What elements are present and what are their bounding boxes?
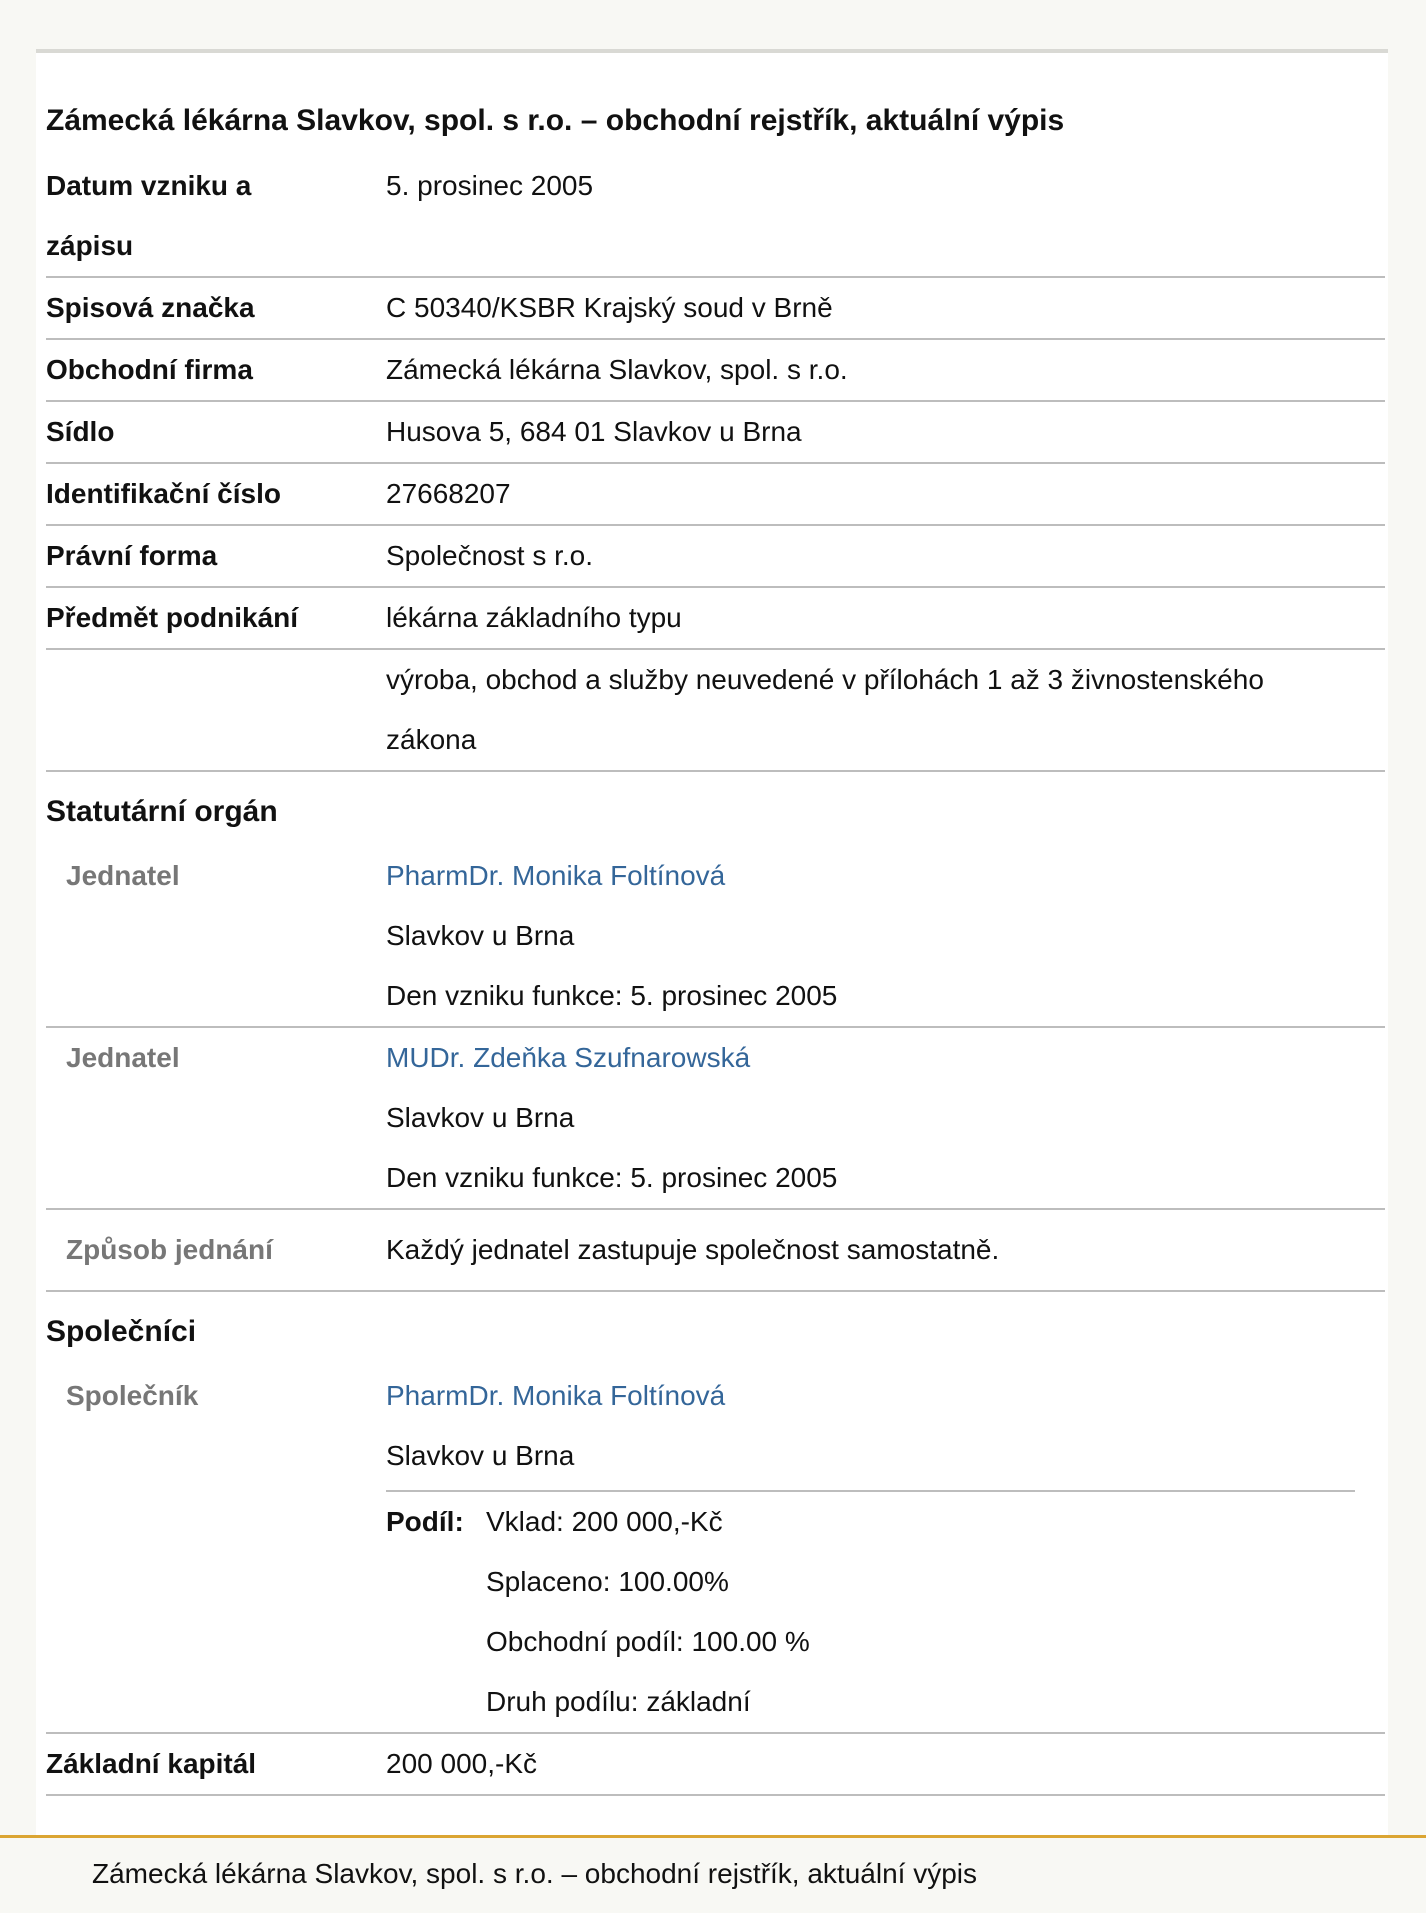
jednatel-1-place: Slavkov u Brna <box>386 920 575 951</box>
spolecnik-details <box>386 1366 1385 1733</box>
value-predmet-2 <box>386 649 1385 771</box>
podil-vklad: Vklad: 200 000,-Kč <box>486 1506 723 1537</box>
podil-obchodni: Obchodní podíl: 100.00 % <box>486 1626 810 1657</box>
value-jednani: Každý jednatel zastupuje společnost samostatně. <box>386 1209 1385 1291</box>
label-sidlo: Sídlo <box>46 401 386 463</box>
spolecnik-place: Slavkov u Brna <box>386 1440 575 1471</box>
spolecnik-name-link[interactable]: PharmDr. Monika Foltínová <box>386 1380 726 1411</box>
register-extract <box>36 49 1388 1839</box>
row-jednatel-1 <box>46 846 1385 1027</box>
register-table <box>46 156 1385 1796</box>
row-jednatel-2 <box>46 1027 1385 1209</box>
label-forma: Právní forma <box>46 525 386 587</box>
row-predmet-1 <box>46 587 1385 649</box>
value-firma: Zámecká lékárna Slavkov, spol. s r.o. <box>386 339 1385 401</box>
jednatel-2-details <box>386 1027 1385 1209</box>
row-ico <box>46 463 1385 525</box>
value-datum: 5. prosinec 2005 <box>386 156 1385 277</box>
podil-values <box>486 1492 810 1732</box>
jednatel-2-since: Den vzniku funkce: 5. prosinec 2005 <box>386 1162 838 1193</box>
row-sidlo <box>46 401 1385 463</box>
role-jednatel-2: Jednatel <box>46 1027 386 1209</box>
value-predmet-2-text: výroba, obchod a služby neuvedené v přílohách 1 až 3 živnostenského zákona <box>386 664 1264 755</box>
value-spis: C 50340/KSBR Krajský soud v Brně <box>386 277 1385 339</box>
page-footer <box>0 1835 1426 1913</box>
role-spolecnik: Společník <box>46 1366 386 1733</box>
role-jednatel-1: Jednatel <box>46 846 386 1027</box>
jednatel-1-details <box>386 846 1385 1027</box>
label-empty <box>46 649 386 771</box>
label-datum <box>46 156 386 277</box>
row-forma <box>46 525 1385 587</box>
value-forma: Společnost s r.o. <box>386 525 1385 587</box>
label-kapital: Základní kapitál <box>46 1733 386 1795</box>
label-ico: Identifikační číslo <box>46 463 386 525</box>
podil-splaceno: Splaceno: 100.00% <box>486 1566 729 1597</box>
row-firma <box>46 339 1385 401</box>
row-datum <box>46 156 1385 277</box>
label-firma: Obchodní firma <box>46 339 386 401</box>
row-spolecnici-heading <box>46 1291 1385 1366</box>
row-statutarni-heading <box>46 771 1385 846</box>
jednatel-1-name-link[interactable]: PharmDr. Monika Foltínová <box>386 860 726 891</box>
jednatel-1-since: Den vzniku funkce: 5. prosinec 2005 <box>386 980 838 1011</box>
section-spolecnici: Společníci <box>46 1315 197 1348</box>
section-statutarni: Statutární orgán <box>46 795 278 828</box>
label-spis: Spisová značka <box>46 277 386 339</box>
row-kapital <box>46 1733 1385 1795</box>
jednatel-2-name-link[interactable]: MUDr. Zdeňka Szufnarowská <box>386 1042 751 1073</box>
label-predmet: Předmět podnikání <box>46 587 386 649</box>
podil-block <box>386 1492 1385 1732</box>
value-kapital: 200 000,-Kč <box>386 1733 1385 1795</box>
jednatel-2-place: Slavkov u Brna <box>386 1102 575 1133</box>
footer-title: Zámecká lékárna Slavkov, spol. s r.o. – obchodní rejstřík, aktuální výpis <box>92 1858 977 1889</box>
page-title: Zámecká lékárna Slavkov, spol. s r.o. – obchodní rejstřík, aktuální výpis <box>46 104 1065 137</box>
value-sidlo: Husova 5, 684 01 Slavkov u Brna <box>386 401 1385 463</box>
label-jednani: Způsob jednání <box>46 1209 386 1291</box>
label-datum-text: Datum vzniku a zápisu <box>46 170 252 261</box>
row-jednani <box>46 1209 1385 1291</box>
row-spolecnik <box>46 1366 1385 1733</box>
podil-druh: Druh podílu: základní <box>486 1686 751 1717</box>
value-predmet-1: lékárna základního typu <box>386 587 1385 649</box>
row-predmet-2 <box>46 649 1385 771</box>
row-spis <box>46 277 1385 339</box>
value-ico: 27668207 <box>386 463 1385 525</box>
podil-label: Podíl: <box>386 1506 464 1537</box>
